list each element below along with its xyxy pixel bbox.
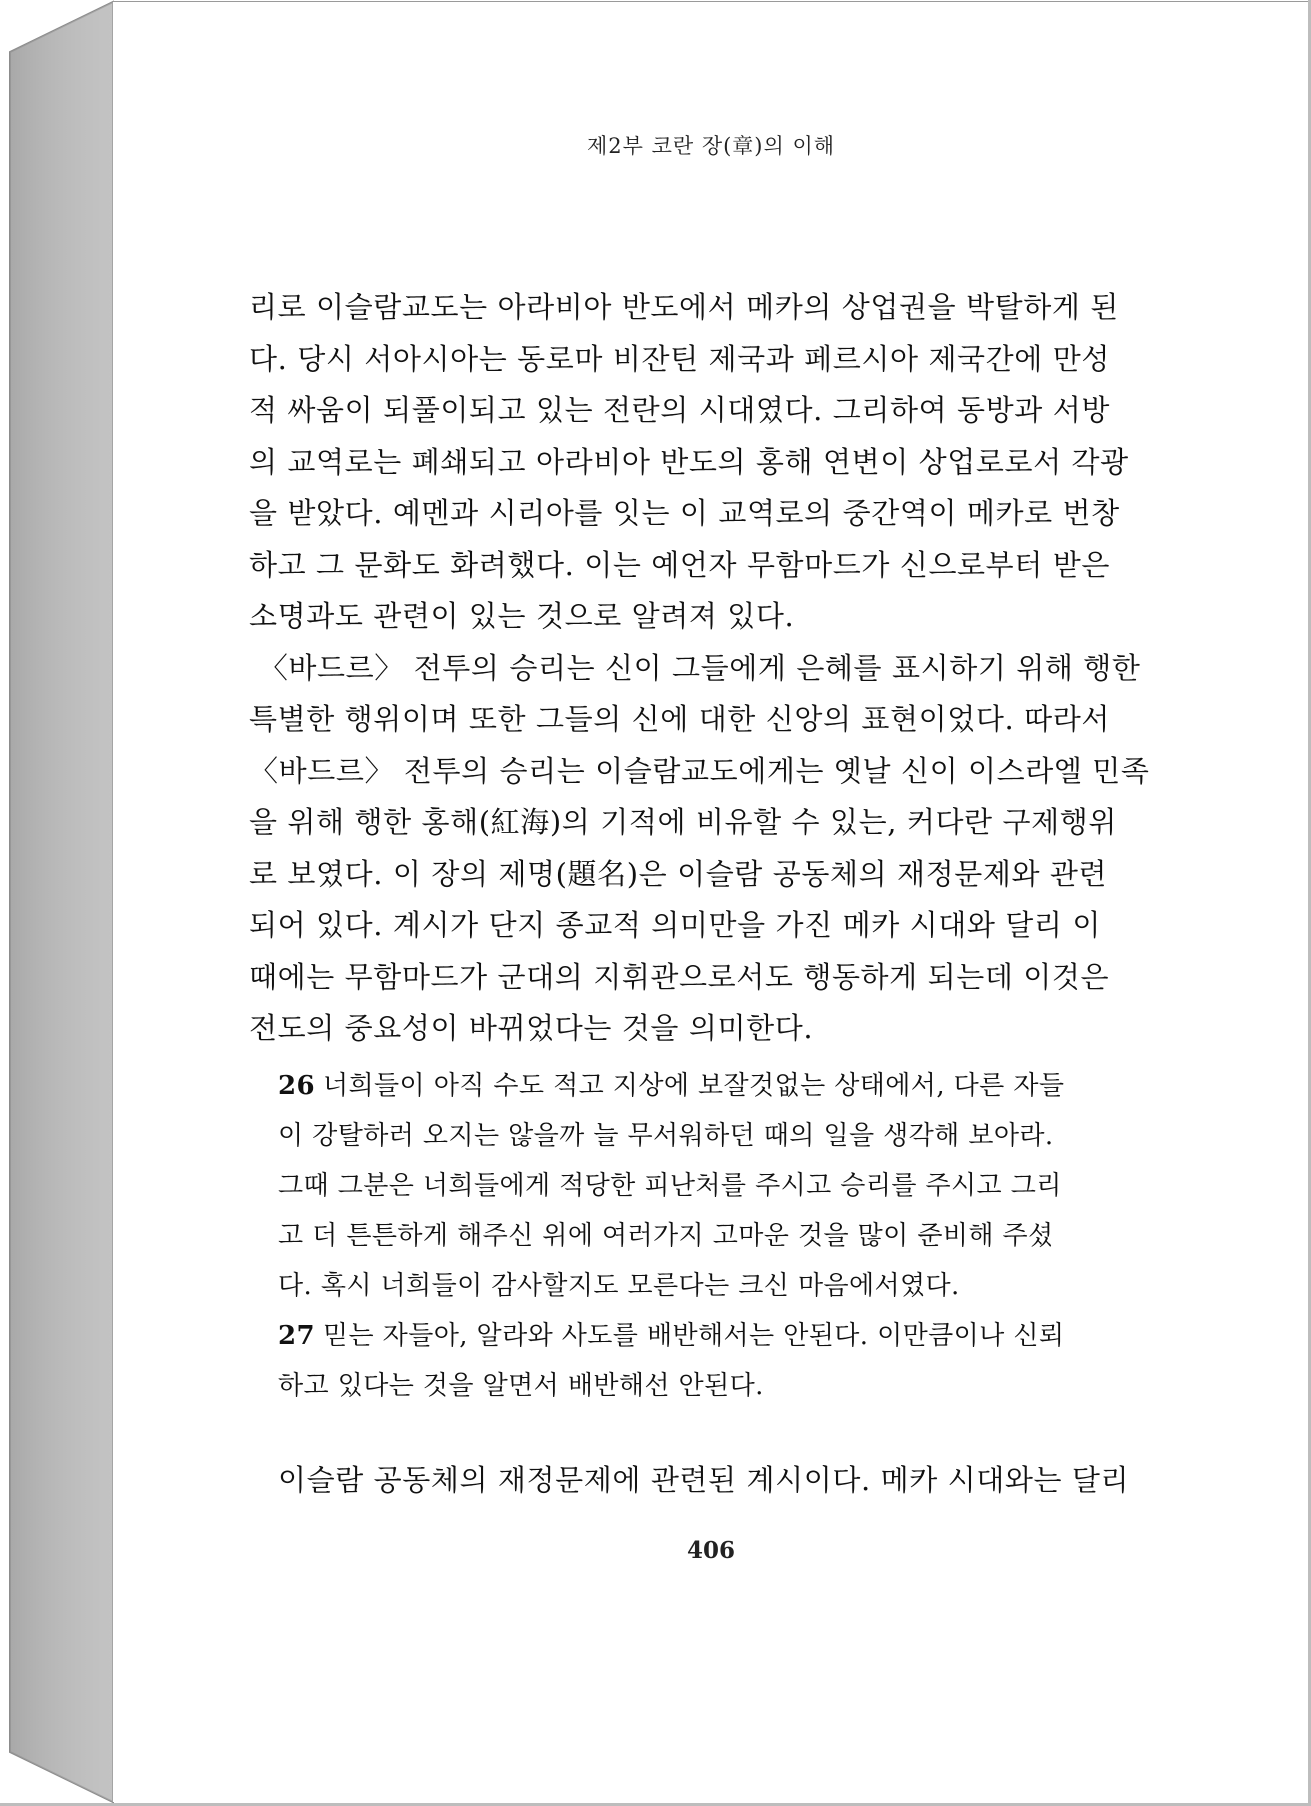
body-line: 을 받았다. 예멘과 시리아를 잇는 이 교역로의 중간역이 메카로 번창: [249, 496, 1120, 530]
verse-line: [278, 1061, 1218, 1111]
body-line: 특별한 행위이며 또한 그들의 신에 대한 신앙의 표현이었다. 따라서: [249, 702, 1110, 736]
body-line: 소명과도 관련이 있는 것으로 알려져 있다.: [249, 599, 795, 633]
verse-number: 27: [278, 1321, 315, 1351]
verse-text: 이 강탈하러 오지는 않을까 늘 무서워하던 때의 일을 생각해 보아라.: [278, 1121, 1054, 1151]
body-line: 을 위해 행한 홍해(紅海)의 기적에 비유할 수 있는, 커다란 구제행위: [249, 805, 1117, 839]
verse-text: 고 더 튼튼하게 해주신 위에 여러가지 고마운 것을 많이 준비해 주셨: [278, 1221, 1054, 1251]
verse-line: [278, 1261, 1218, 1311]
body-line: 로 보였다. 이 장의 제명(題名)은 이슬람 공동체의 재정문제와 관련: [249, 856, 1108, 891]
body-line: 때에는 무함마드가 군대의 지휘관으로서도 행동하게 되는데 이것은: [249, 959, 1110, 994]
verse-line: [278, 1211, 1218, 1261]
body-line: 하고 그 문화도 화려했다. 이는 예언자 무함마드가 신으로부터 받은: [249, 547, 1110, 582]
closing-line: 이슬람 공동체의 재정문제에 관련된 계시이다. 메카 시대와는 달리: [278, 1463, 1130, 1497]
verse-text: 너희들이 아직 수도 적고 지상에 보잘것없는 상태에서, 다른 자들: [322, 1071, 1065, 1101]
page-number: 406: [686, 1537, 735, 1564]
document-page: [113, 2, 1309, 1802]
body-line: 되어 있다. 계시가 단지 종교적 의미만을 가진 메카 시대와 달리 이: [249, 908, 1101, 942]
verse-text: 그때 그분은 너희들에게 적당한 피난처를 주시고 승리를 주시고 그리: [278, 1171, 1062, 1201]
verse-line: [278, 1311, 1218, 1361]
body-line: 적 싸움이 되풀이되고 있는 전란의 시대였다. 그리하여 동방과 서방: [249, 393, 1110, 427]
verse-line: [278, 1161, 1218, 1211]
verse-line: [278, 1111, 1218, 1161]
body-paragraphs: [249, 282, 1229, 1055]
body-line: 의 교역로는 폐쇄되고 아라비아 반도의 홍해 연변이 상업로로서 각광: [249, 444, 1129, 479]
verse-number: 26: [278, 1071, 315, 1101]
body-line: 리로 이슬람교도는 아라비아 반도에서 메카의 상업권을 박탈하게 된: [249, 290, 1119, 324]
verse-text: 하고 있다는 것을 알면서 배반해선 안된다.: [278, 1371, 764, 1401]
body-line: 전도의 중요성이 바뀌었다는 것을 의미한다.: [249, 1011, 814, 1045]
verse-line: [278, 1361, 1218, 1411]
quoted-verses: [278, 1061, 1218, 1411]
verse-text: 다. 혹시 너희들이 감사할지도 모른다는 크신 마음에서였다.: [278, 1271, 960, 1301]
body-line: 〈바드르〉 전투의 승리는 이슬람교도에게는 옛날 신이 이스라엘 민족: [249, 753, 1150, 788]
body-line: 다. 당시 서아시아는 동로마 비잔틴 제국과 페르시아 제국간에 만성: [249, 341, 1110, 376]
body-line: 〈바드르〉 전투의 승리는 신이 그들에게 은혜를 표시하기 위해 행한: [249, 650, 1141, 685]
verse-text: 믿는 자들아, 알라와 사도를 배반해서는 안된다. 이만큼이나 신뢰: [322, 1321, 1065, 1351]
running-head: 제2부 코란 장(章)의 이해: [586, 134, 836, 158]
